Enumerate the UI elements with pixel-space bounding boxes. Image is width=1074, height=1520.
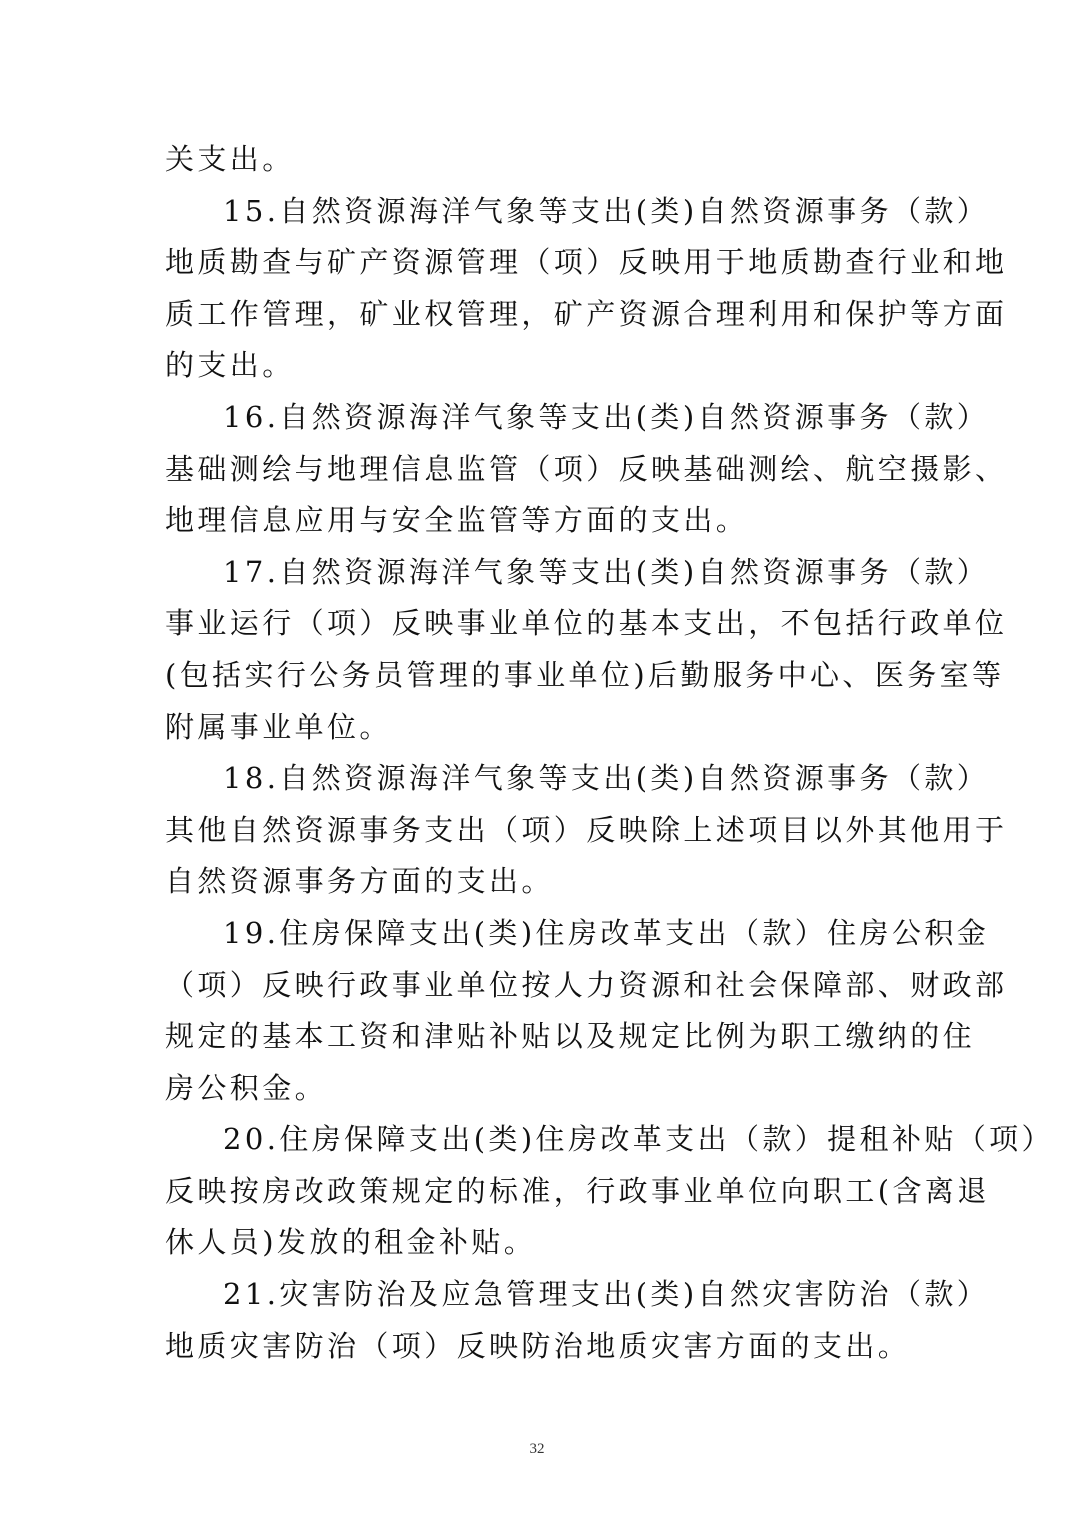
paragraph-19-start: 19.住房保障支出(类)住房改革支出（款）住房公积金 <box>223 915 990 950</box>
text-line: 规定的基本工资和津贴补贴以及规定比例为职工缴纳的住 <box>165 1019 976 1054</box>
document-body <box>165 134 1054 1372</box>
text-line: 自然资源事务方面的支出。 <box>165 864 554 899</box>
text-line: 地质勘查与矿产资源管理（项）反映用于地质勘查行业和地 <box>165 245 1008 280</box>
text-line: （项）反映行政事业单位按人力资源和社会保障部、财政部 <box>165 967 1008 1002</box>
paragraph-15-start: 15.自然资源海洋气象等支出(类)自然资源事务（款） <box>223 193 990 228</box>
paragraph-20-start: 20.住房保障支出(类)住房改革支出（款）提租补贴（项） <box>223 1122 1054 1157</box>
text-line: 附属事业单位。 <box>165 709 392 744</box>
text-line: 的支出。 <box>165 348 295 383</box>
paragraph-16-start: 16.自然资源海洋气象等支出(类)自然资源事务（款） <box>223 399 990 434</box>
text-line: 关支出。 <box>165 142 295 176</box>
paragraph-21-start: 21.灾害防治及应急管理支出(类)自然灾害防治（款） <box>223 1277 990 1312</box>
text-line: 其他自然资源事务支出（项）反映除上述项目以外其他用于 <box>165 812 1008 847</box>
text-line: 地理信息应用与安全监管等方面的支出。 <box>165 503 749 538</box>
text-line: 基础测绘与地理信息监管（项）反映基础测绘、航空摄影、 <box>165 451 1008 486</box>
text-line: 质工作管理，矿业权管理，矿产资源合理利用和保护等方面 <box>165 296 1008 331</box>
page-number: 32 <box>529 1441 545 1457</box>
text-line: 事业运行（项）反映事业单位的基本支出，不包括行政单位 <box>165 606 1008 641</box>
paragraph-18-start: 18.自然资源海洋气象等支出(类)自然资源事务（款） <box>223 761 990 796</box>
text-line: 休人员)发放的租金补贴。 <box>165 1225 537 1260</box>
text-line: 反映按房改政策规定的标准，行政事业单位向职工(含离退 <box>165 1173 990 1208</box>
paragraph-17-start: 17.自然资源海洋气象等支出(类)自然资源事务（款） <box>223 554 990 589</box>
text-line: (包括实行公务员管理的事业单位)后勤服务中心、医务室等 <box>165 657 1005 692</box>
text-line: 房公积金。 <box>165 1070 328 1105</box>
text-line: 地质灾害防治（项）反映防治地质灾害方面的支出。 <box>165 1328 911 1363</box>
